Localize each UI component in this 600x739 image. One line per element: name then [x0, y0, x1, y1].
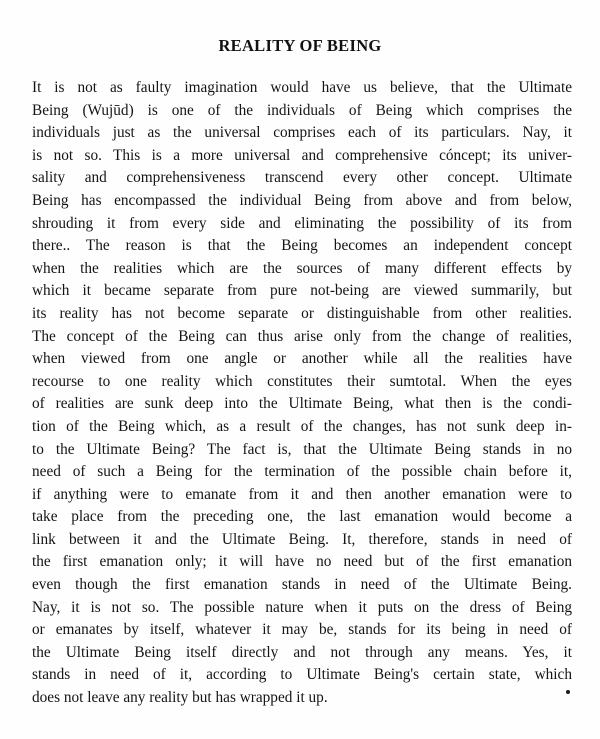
text-line: It is not as faulty imagination would have us believe, that the Ultimate [32, 79, 572, 96]
text-line: or emanates by itself, whatever it may be, stands for its being in need of [32, 621, 572, 639]
text-line: which it became separate from pure not-being are viewed summarily, but [32, 282, 572, 300]
text-line: the first emanation only; it will have no need but of the first emanation [32, 553, 572, 571]
text-line: even though the first emanation stands in need of the Ultimate Being. [32, 576, 572, 594]
text-line: take place from the preceding one, the last emanation would become a [32, 508, 572, 526]
text-line: recourse to one reality which constitutes their sumtotal. When the eyes [32, 372, 572, 390]
text-line: when the realities which are the sources of many different effects by [32, 259, 572, 277]
text-line: shrouding it from every side and eliminating the possibility of its from [32, 214, 572, 232]
text-line: sality and comprehensiveness transcend every other concept. Ultimate [32, 169, 572, 187]
text-line: of realities are sunk deep into the Ultimate Being, what then is the condi- [32, 395, 572, 413]
text-line: the Ultimate Being itself directly and not through any means. Yes, it [32, 643, 572, 661]
text-line: Being has encompassed the individual Being from above and from below, [32, 191, 572, 209]
text-line: its reality has not become separate or distinguishable from other realities. [32, 304, 572, 322]
text-line: need of such a Being for the termination of the possible chain before it, [32, 463, 572, 481]
text-line: individuals just as the universal comprises each of its particulars. Nay, it [32, 124, 572, 142]
text-line: does not leave any reality but has wrapped it up. [32, 689, 328, 707]
text-line: to the Ultimate Being? The fact is, that the Ultimate Being stands in no [32, 440, 572, 458]
text-line: link between it and the Ultimate Being. It, therefore, stands in need of [32, 530, 572, 548]
text-line: The concept of the Being can thus arise only from the change of realities, [32, 327, 572, 345]
text-line: Being (Wujūd) is one of the individuals of Being which comprises the [32, 101, 572, 119]
text-line: there.. The reason is that the Being becomes an independent concept [32, 237, 572, 255]
text-line: tion of the Being which, as a result of the changes, has not sunk deep in- [32, 417, 572, 435]
text-line: Nay, it is not so. The possible nature when it puts on the dress of Being [32, 598, 572, 616]
body-paragraph [32, 77, 572, 710]
ink-speck [566, 690, 570, 694]
text-line: if anything were to emanate from it and then another emanation were to [32, 485, 572, 503]
text-line: when viewed from one angle or another while all the realities have [32, 350, 572, 368]
page-title: REALITY OF BEING [218, 36, 382, 55]
text-line: is not so. This is a more universal and comprehensive cóncept; its univer- [32, 146, 572, 164]
text-line: stands in need of it, according to Ultimate Being's certain state, which [32, 666, 572, 684]
